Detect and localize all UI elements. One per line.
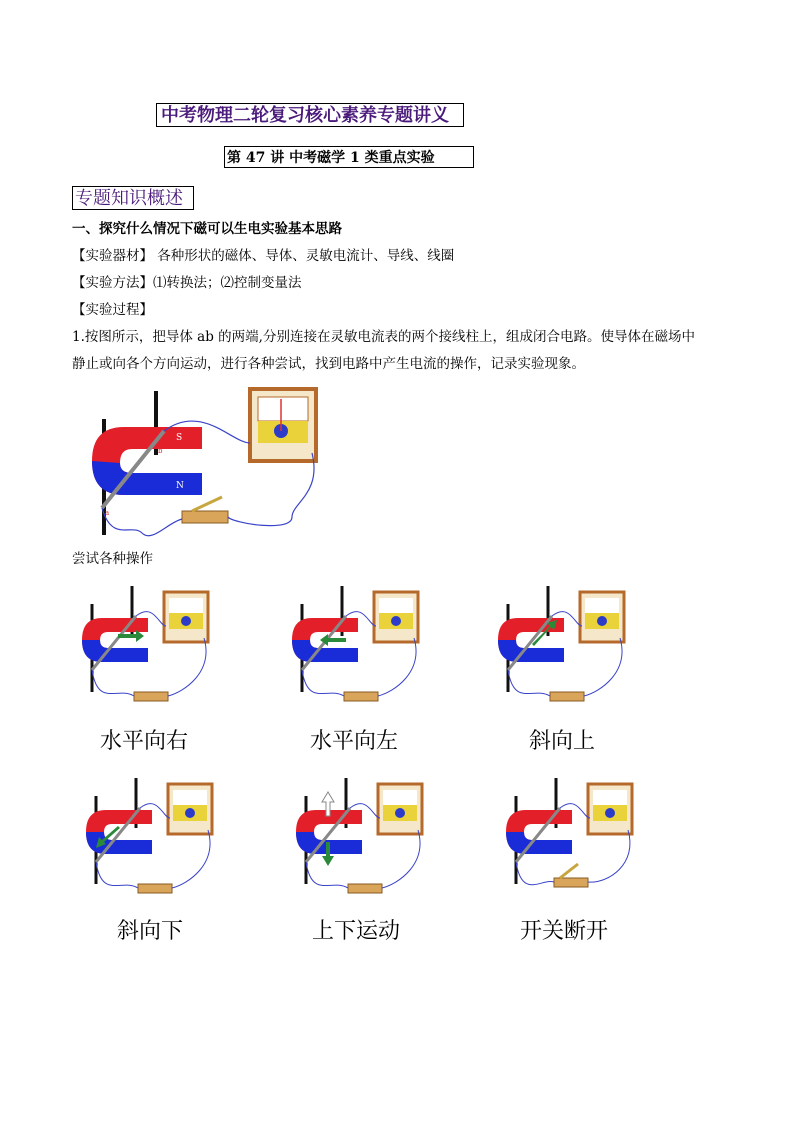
- caption-3: 斜向上: [528, 729, 595, 754]
- caption-2: 水平向左: [309, 729, 398, 754]
- variant-3-art: [498, 586, 624, 701]
- equipment-line: 【实验器材】 各种形状的磁体、导体、灵敏电流计、导线、线圈: [72, 248, 455, 264]
- caption-4: 斜向下: [116, 919, 183, 944]
- variant-figure-5: [288, 774, 428, 906]
- process-label: 【实验过程】: [72, 302, 153, 318]
- method-line: 【实验方法】⑴转换法；⑵控制变量法: [72, 275, 302, 291]
- section-heading: 专题知识概述: [72, 186, 194, 210]
- try-label: 尝试各种操作: [72, 551, 153, 567]
- variant-5-art: [296, 778, 422, 893]
- variant-figure-4: [78, 774, 218, 906]
- variant-2-art: [292, 586, 418, 701]
- lecture-subtitle: 第 47 讲 中考磁学 1 类重点实验: [224, 146, 474, 168]
- caption-1: 水平向右: [99, 729, 188, 754]
- variant-figure-6: [498, 774, 638, 906]
- document-title: 中考物理二轮复习核心素养专题讲义: [156, 103, 464, 127]
- end-a-label: a: [105, 509, 110, 517]
- caption-5: 上下运动: [311, 919, 400, 944]
- end-b-label: b: [158, 447, 163, 455]
- main-apparatus-svg: [72, 383, 327, 545]
- part1-title: 一、探究什么情况下磁可以生电实验基本思路: [72, 221, 342, 237]
- variant-4-art: [86, 778, 212, 893]
- pole-n-label: N: [176, 481, 184, 491]
- variant-figure-3: [490, 582, 630, 714]
- variant-1-art: [82, 586, 208, 701]
- variant-figure-1: [74, 582, 214, 714]
- variant-figure-2: [284, 582, 424, 714]
- caption-6: 开关断开: [519, 919, 608, 944]
- main-apparatus-figure: [72, 383, 327, 545]
- step1-line2: 静止或向各个方向运动，进行各种尝试，找到电路中产生电流的操作，记录实验现象。: [72, 356, 585, 372]
- step1-line1: 1.按图所示，把导体 ab 的两端,分别连接在灵敏电流表的两个接线柱上，组成闭合电路。使导体在磁场中: [72, 329, 695, 345]
- variant-6-art: [506, 778, 632, 887]
- pole-s-label: S: [176, 433, 183, 443]
